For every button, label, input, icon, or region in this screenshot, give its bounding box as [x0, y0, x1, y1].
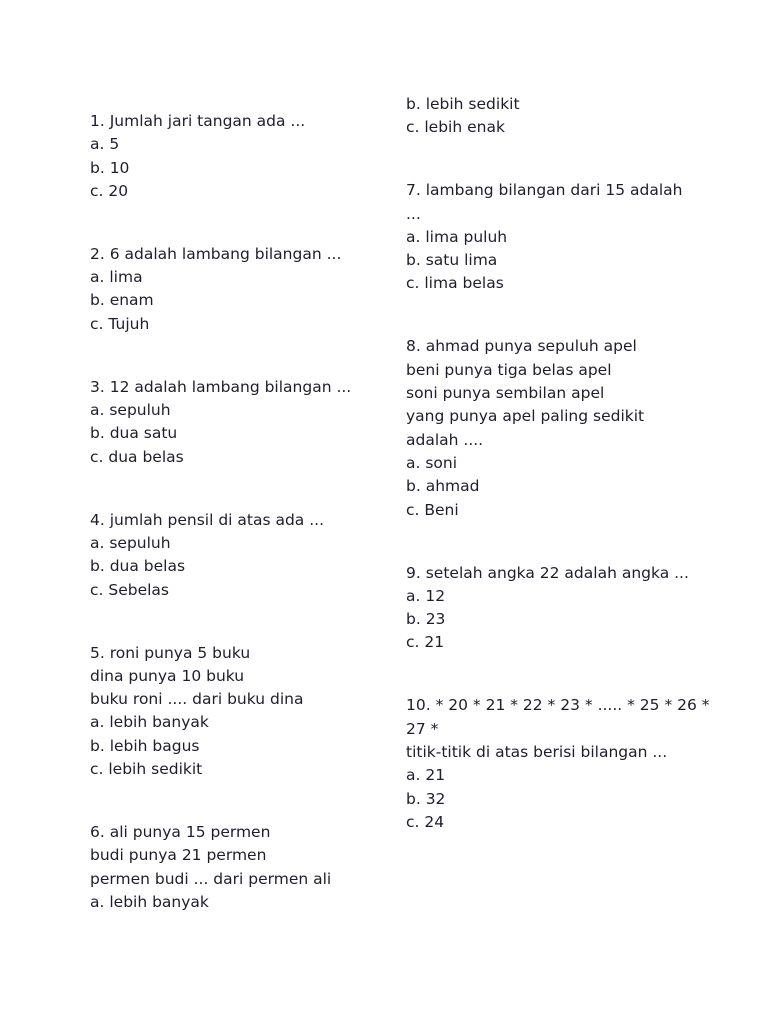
- question-6: [90, 821, 380, 914]
- answer-option: b. lebih sedikit: [406, 95, 520, 113]
- question-text: adalah ....: [406, 430, 484, 449]
- question-3: [90, 376, 380, 469]
- question-text: yang punya apel paling sedikit: [406, 407, 645, 426]
- answer-option: b. dua belas: [90, 557, 186, 576]
- answer-option: c. 21: [406, 633, 445, 652]
- question-8: [406, 335, 691, 521]
- answer-option: c. Beni: [406, 500, 459, 519]
- question-6-continued: [406, 93, 691, 140]
- answer-option: c. dua belas: [90, 447, 184, 466]
- answer-option: c. Tujuh: [90, 314, 150, 333]
- answer-option: b. lebih bagus: [90, 736, 200, 755]
- question-text: 3. 12 adalah lambang bilangan ...: [90, 377, 352, 396]
- question-text: budi punya 21 permen: [90, 846, 267, 865]
- question-text: 9. setelah angka 22 adalah angka ...: [406, 563, 689, 582]
- answer-option: a. lebih banyak: [90, 713, 209, 732]
- question-text: buku roni .... dari buku dina: [90, 690, 304, 709]
- question-text: 8. ahmad punya sepuluh apel: [406, 337, 637, 356]
- answer-option: c. 24: [406, 812, 445, 831]
- question-text: titik-titik di atas berisi bilangan ...: [406, 742, 668, 761]
- answer-option: c. Sebelas: [90, 580, 170, 599]
- question-7: [406, 179, 691, 295]
- question-text: 6. ali punya 15 permen: [90, 822, 271, 841]
- question-5: [90, 642, 380, 782]
- answer-option: a. 5: [90, 135, 120, 154]
- question-4: [90, 509, 380, 602]
- question-text: 4. jumlah pensil di atas ada ...: [90, 510, 325, 529]
- answer-option: b. 23: [406, 610, 446, 629]
- question-10: [406, 694, 710, 834]
- question-text: 7. lambang bilangan dari 15 adalah: [406, 181, 683, 200]
- question-text: 1. Jumlah jari tangan ada ...: [90, 112, 306, 130]
- question-9: [406, 562, 691, 655]
- answer-option: a. lebih banyak: [90, 892, 209, 911]
- answer-option: b. dua satu: [90, 424, 178, 443]
- question-text: ...: [406, 204, 421, 223]
- left-column: [90, 110, 380, 954]
- question-text: 27 *: [406, 719, 439, 738]
- answer-option: a. 12: [406, 586, 446, 605]
- question-1: [90, 110, 380, 203]
- answer-option: b. enam: [90, 291, 154, 310]
- answer-option: a. lima puluh: [406, 227, 508, 246]
- question-text: 5. roni punya 5 buku: [90, 643, 251, 662]
- answer-option: c. lebih enak: [406, 118, 505, 137]
- answer-option: c. 20: [90, 181, 129, 200]
- question-text: soni punya sembilan apel: [406, 384, 605, 403]
- answer-option: b. 32: [406, 789, 446, 808]
- answer-option: a. sepuluh: [90, 533, 171, 552]
- answer-option: a. sepuluh: [90, 401, 171, 420]
- answer-option: a. lima: [90, 268, 143, 287]
- answer-option: a. soni: [406, 453, 458, 472]
- answer-option: b. 10: [90, 158, 130, 177]
- answer-option: c. lima belas: [406, 274, 504, 293]
- right-column: [406, 93, 710, 874]
- answer-option: a. 21: [406, 766, 446, 785]
- question-text: 2. 6 adalah lambang bilangan ...: [90, 244, 342, 263]
- question-text: permen budi ... dari permen ali: [90, 869, 332, 888]
- answer-option: b. satu lima: [406, 251, 498, 270]
- answer-option: b. ahmad: [406, 477, 480, 496]
- question-2: [90, 243, 380, 336]
- question-text: 10. * 20 * 21 * 22 * 23 * ..... * 25 * 26 *: [406, 696, 710, 715]
- question-text: dina punya 10 buku: [90, 666, 245, 685]
- question-text: beni punya tiga belas apel: [406, 360, 612, 379]
- answer-option: c. lebih sedikit: [90, 759, 203, 778]
